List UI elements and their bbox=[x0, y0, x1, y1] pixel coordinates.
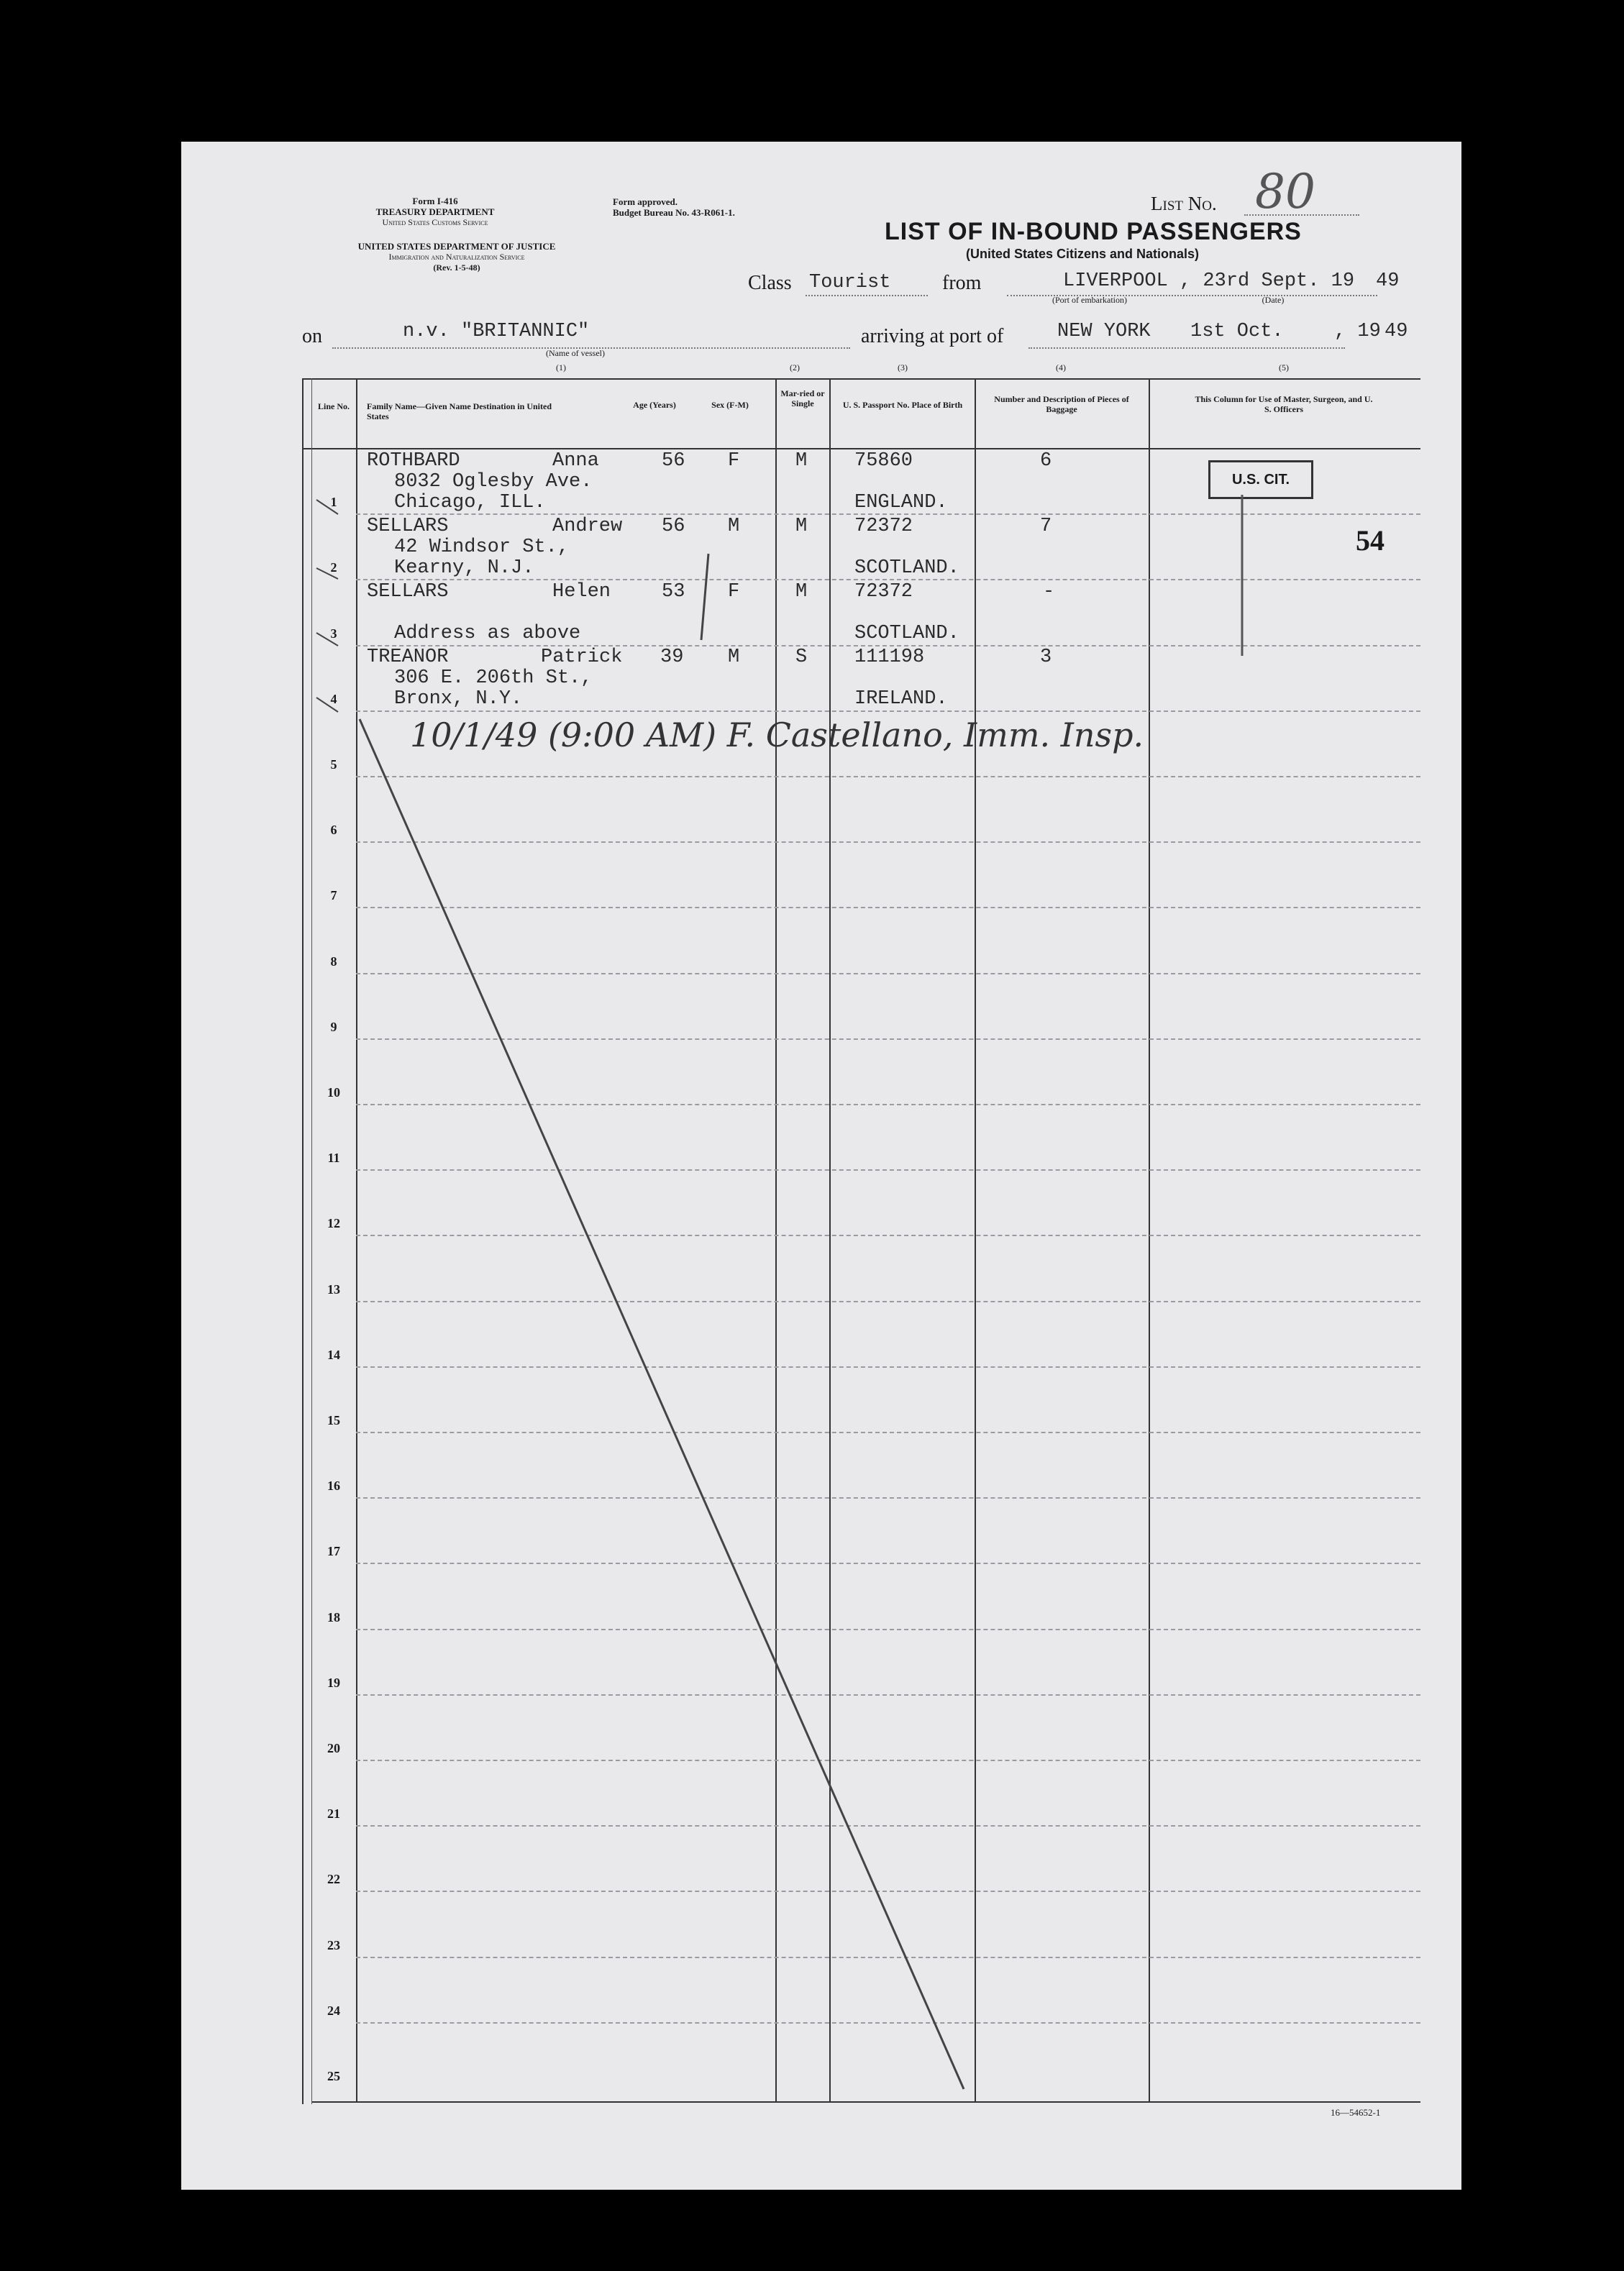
header-married: Mar-ried or Single bbox=[780, 388, 825, 408]
passenger-given-name: Anna bbox=[552, 450, 599, 472]
bracket-mark bbox=[701, 554, 708, 640]
officer-count: 54 bbox=[1356, 524, 1384, 557]
department-subtitle: Immigration and Naturalization Service bbox=[388, 252, 525, 262]
line-number: 13 bbox=[327, 1281, 340, 1297]
header-officers: This Column for Use of Master, Surgeon, and U. S. Officers bbox=[1195, 394, 1373, 414]
passenger-address: Address as above bbox=[394, 623, 581, 644]
passenger-family-name: ROTHBARD bbox=[367, 450, 460, 472]
revision-date: (Rev. 1-5-48) bbox=[433, 262, 480, 273]
line-number: 11 bbox=[327, 1151, 340, 1166]
arrival-year-prefix: , 19 bbox=[1334, 321, 1381, 342]
arriving-label: arriving at port of bbox=[861, 325, 1004, 347]
footer-code: 16—54652-1 bbox=[1331, 2107, 1381, 2118]
passenger-given-name: Andrew bbox=[552, 516, 623, 537]
class-label: Class bbox=[748, 272, 792, 294]
passenger-sex: M bbox=[728, 516, 740, 537]
line-number: 24 bbox=[327, 2003, 340, 2018]
check-marks bbox=[316, 500, 338, 712]
line-number: 25 bbox=[327, 2069, 340, 2083]
line-number: 18 bbox=[327, 1609, 340, 1625]
line-number: 3 bbox=[330, 626, 337, 641]
us-citizen-stamp: U.S. CIT. bbox=[1208, 460, 1313, 499]
column-number: (1) bbox=[556, 362, 566, 373]
passenger-sex: F bbox=[728, 581, 740, 603]
passenger-address: Bronx, N.Y. bbox=[394, 688, 523, 710]
line-number: 6 bbox=[330, 823, 337, 838]
header-age: Age (Years) bbox=[633, 400, 676, 410]
line-number: 1 bbox=[330, 495, 337, 510]
page-title: LIST OF IN-BOUND PASSENGERS bbox=[885, 218, 1302, 245]
passenger-birthplace: SCOTLAND. bbox=[854, 557, 959, 579]
passenger-age: 39 bbox=[660, 646, 684, 668]
line-number: 2 bbox=[330, 560, 337, 575]
passenger-family-name: SELLARS bbox=[367, 516, 449, 537]
line-number: 16 bbox=[327, 1479, 340, 1494]
column-number: (5) bbox=[1279, 362, 1289, 373]
column-number: (3) bbox=[898, 362, 908, 373]
line-number: 20 bbox=[327, 1741, 340, 1755]
line-number: 15 bbox=[327, 1413, 340, 1427]
form-approved: Form approved. bbox=[613, 196, 678, 207]
passenger-age: 53 bbox=[662, 581, 685, 603]
passenger-given-name: Helen bbox=[552, 581, 611, 603]
vessel-name: n.v. "BRITANNIC" bbox=[403, 321, 590, 342]
passenger-marital-status: M bbox=[795, 450, 808, 472]
department-title: TREASURY DEPARTMENT bbox=[375, 206, 495, 217]
passenger-marital-status: S bbox=[795, 646, 808, 668]
header-name: Family Name—Given Name Destination in United States bbox=[367, 401, 552, 421]
inspection-note: 10/1/49 (9:00 AM) F. Castellano, Imm. Insp. bbox=[410, 716, 1144, 754]
embarkation-value: LIVERPOOL , 23rd Sept. 19 bbox=[1063, 270, 1355, 292]
line-number: 10 bbox=[327, 1085, 340, 1100]
line-number: 12 bbox=[327, 1216, 340, 1231]
from-label: from bbox=[942, 272, 982, 294]
passenger-birthplace: IRELAND. bbox=[854, 688, 948, 710]
on-label: on bbox=[302, 325, 322, 347]
passenger-marital-status: M bbox=[795, 581, 808, 603]
line-number: 23 bbox=[327, 1937, 340, 1952]
arrival-port: NEW YORK bbox=[1057, 321, 1151, 342]
passenger-baggage: - bbox=[1043, 581, 1055, 603]
arrival-year: 49 bbox=[1384, 321, 1408, 342]
passenger-passport-no: 75860 bbox=[854, 450, 913, 472]
passenger-family-name: TREANOR bbox=[367, 646, 449, 668]
passenger-birthplace: SCOTLAND. bbox=[854, 623, 959, 644]
cancel-line bbox=[360, 719, 964, 2089]
line-number: 7 bbox=[330, 888, 337, 903]
embarkation-year: 49 bbox=[1376, 270, 1400, 292]
passenger-address: Kearny, N.J. bbox=[394, 557, 534, 579]
column-number: (4) bbox=[1056, 362, 1066, 373]
class-value: Tourist bbox=[809, 272, 891, 293]
list-no-value: 80 bbox=[1255, 164, 1315, 219]
passenger-address: Chicago, ILL. bbox=[394, 492, 546, 513]
passenger-sex: F bbox=[728, 450, 740, 472]
form-number: Form I-416 bbox=[412, 196, 458, 206]
passenger-address: 42 Windsor St., bbox=[394, 536, 570, 558]
passenger-passport-no: 111198 bbox=[854, 646, 925, 668]
arrival-date: 1st Oct. bbox=[1190, 321, 1284, 342]
budget-bureau-number: Budget Bureau No. 43-R061-1. bbox=[613, 207, 735, 218]
line-number: 5 bbox=[330, 757, 337, 772]
line-number: 4 bbox=[330, 691, 337, 706]
passenger-marital-status: M bbox=[795, 516, 808, 537]
passenger-passport-no: 72372 bbox=[854, 516, 913, 537]
column-number: (2) bbox=[790, 362, 800, 373]
passenger-sex: M bbox=[728, 646, 740, 668]
header-baggage: Number and Description of Pieces of Baggage bbox=[994, 394, 1129, 414]
line-number: 19 bbox=[327, 1675, 340, 1690]
passenger-passport-no: 72372 bbox=[854, 581, 913, 603]
passenger-age: 56 bbox=[662, 450, 685, 472]
passenger-address: 8032 Oglesby Ave. bbox=[394, 471, 593, 493]
department-subtitle: United States Customs Service bbox=[382, 217, 488, 227]
header-line-no: Line No. bbox=[317, 401, 350, 411]
passenger-baggage: 6 bbox=[1040, 450, 1052, 472]
list-no-label: List No. bbox=[1151, 193, 1217, 214]
passenger-baggage: 7 bbox=[1040, 516, 1052, 537]
date-caption: (Date) bbox=[1262, 295, 1285, 305]
line-number: 9 bbox=[330, 1019, 337, 1034]
line-number: 8 bbox=[330, 954, 337, 969]
passenger-baggage: 3 bbox=[1040, 646, 1052, 668]
passenger-birthplace: ENGLAND. bbox=[854, 492, 948, 513]
line-number: 14 bbox=[327, 1347, 340, 1362]
header-sex: Sex (F-M) bbox=[711, 400, 749, 410]
passenger-age: 56 bbox=[662, 516, 685, 537]
line-number: 17 bbox=[327, 1544, 340, 1559]
embarkation-caption: (Port of embarkation) bbox=[1052, 295, 1127, 305]
line-number: 21 bbox=[327, 1806, 340, 1822]
line-number: 22 bbox=[327, 1872, 340, 1887]
department-title: UNITED STATES DEPARTMENT OF JUSTICE bbox=[357, 241, 556, 252]
vessel-caption: (Name of vessel) bbox=[546, 348, 605, 358]
passenger-given-name: Patrick bbox=[541, 646, 623, 668]
passenger-family-name: SELLARS bbox=[367, 581, 449, 603]
header-passport: U. S. Passport No. Place of Birth bbox=[842, 400, 963, 410]
page-subtitle: (United States Citizens and Nationals) bbox=[965, 247, 1200, 261]
passenger-address: 306 E. 206th St., bbox=[394, 667, 593, 689]
